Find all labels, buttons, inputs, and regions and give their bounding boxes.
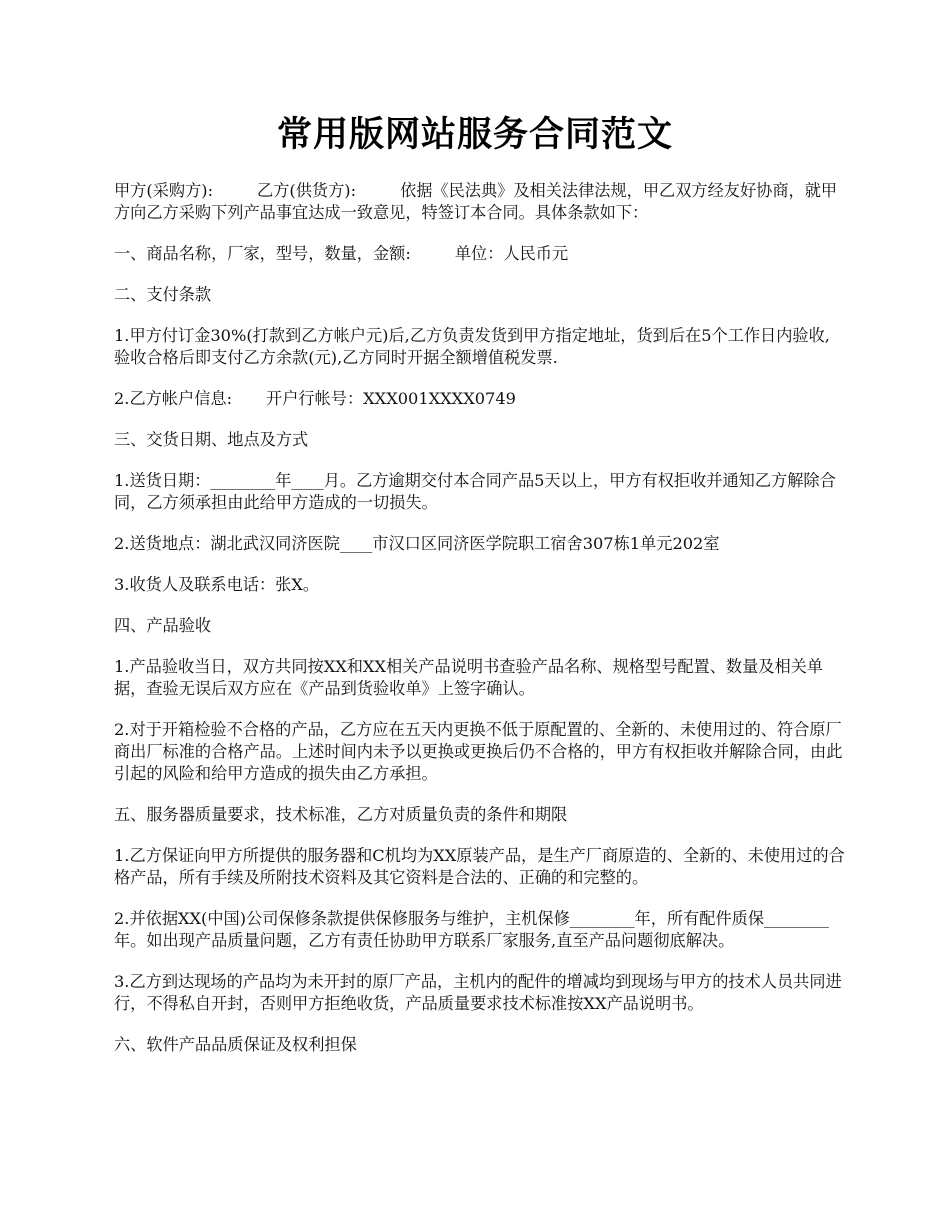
account-number: 开户行帐号：XXX001XXXX0749 [266, 389, 516, 408]
section-3-clause-1: 1.送货日期：________年____月。乙方逾期交付本合同产品5天以上，甲方有权拒收并通知乙方解除合同，乙方须承担由此给甲方造成的一切损失。 [114, 471, 836, 512]
section-2-heading: 二、支付条款 [114, 285, 212, 304]
section-3-clause-3: 3.收货人及联系电话：张X。 [114, 575, 320, 594]
party-b-label: 乙方(供货方): [257, 181, 357, 200]
section-4-clause-1: 1.产品验收当日，双方共同按XX和XX相关产品说明书查验产品名称、规格型号配置、数量及相关单据，查验无误后双方应在《产品到货验收单》上签字确认。 [114, 657, 824, 698]
section-3-clause-2: 2.送货地点：湖北武汉同济医院____市汉口区同济医学院职工宿舍307栋1单元202室 [114, 534, 720, 553]
section-5-clause-3: 3.乙方到达现场的产品均为未开封的原厂产品，主机内的配件的增减均到现场与甲方的技术人员共同进行，不得私自开封，否则甲方拒绝收货，产品质量要求技术标准按XX产品说明书。 [114, 972, 842, 1013]
intro-paragraph [114, 180, 846, 224]
section-1-heading [114, 243, 846, 265]
section-4-heading: 四、产品验收 [114, 616, 212, 635]
section-2-clause-2 [114, 388, 846, 410]
party-a-label: 甲方(采购方): [114, 181, 214, 200]
section-2-clause-1: 1.甲方付订金30%(打款到乙方帐户元)后,乙方负责发货到甲方指定地址，货到后在5个工作日内验收,验收合格后即支付乙方余款(元),乙方同时开据全额增值税发票. [114, 326, 830, 367]
document-title: 常用版网站服务合同范文 [276, 114, 673, 155]
section-1-label: 一、商品名称，厂家，型号，数量，金额: [114, 244, 411, 263]
section-1-unit: 单位：人民币元 [454, 244, 569, 263]
section-3-heading: 三、交货日期、地点及方式 [114, 430, 309, 449]
section-5-heading: 五、服务器质量要求，技术标准，乙方对质量负责的条件和期限 [114, 805, 568, 824]
account-info-label: 2.乙方帐户信息: [114, 389, 233, 408]
section-6-heading: 六、软件产品品质保证及权利担保 [114, 1035, 357, 1054]
document-body [114, 180, 846, 1075]
section-5-clause-1: 1.乙方保证向甲方所提供的服务器和C机均为XX原装产品，是生产厂商原造的、全新的、未使用过的合格产品，所有手续及所附技术资料及其它资料是合法的、正确的和完整的。 [114, 846, 845, 887]
intro-text: 依据《民法典》及相关法律法规，甲乙双方经友好协商，就甲方向乙方采购下列产品事宜达成一致意见，特签订本合同。具体条款如下： [114, 181, 838, 222]
section-4-clause-2: 2.对于开箱检验不合格的产品，乙方应在五天内更换不低于原配置的、全新的、未使用过的、符合原厂商出厂标准的合格产品。上述时间内未予以更换或更换后仍不合格的，甲方有权拒收并解除合同，由此引起的风险和给甲方造成的损失由乙方承担。 [114, 720, 843, 783]
section-5-clause-2: 2.并依据XX(中国)公司保修条款提供保修服务与维护，主机保修________年，所有配件质保________年。如出现产品质量问题，乙方有责任协助甲方联系厂家服务,直至产品问题彻底解决。 [114, 909, 829, 950]
